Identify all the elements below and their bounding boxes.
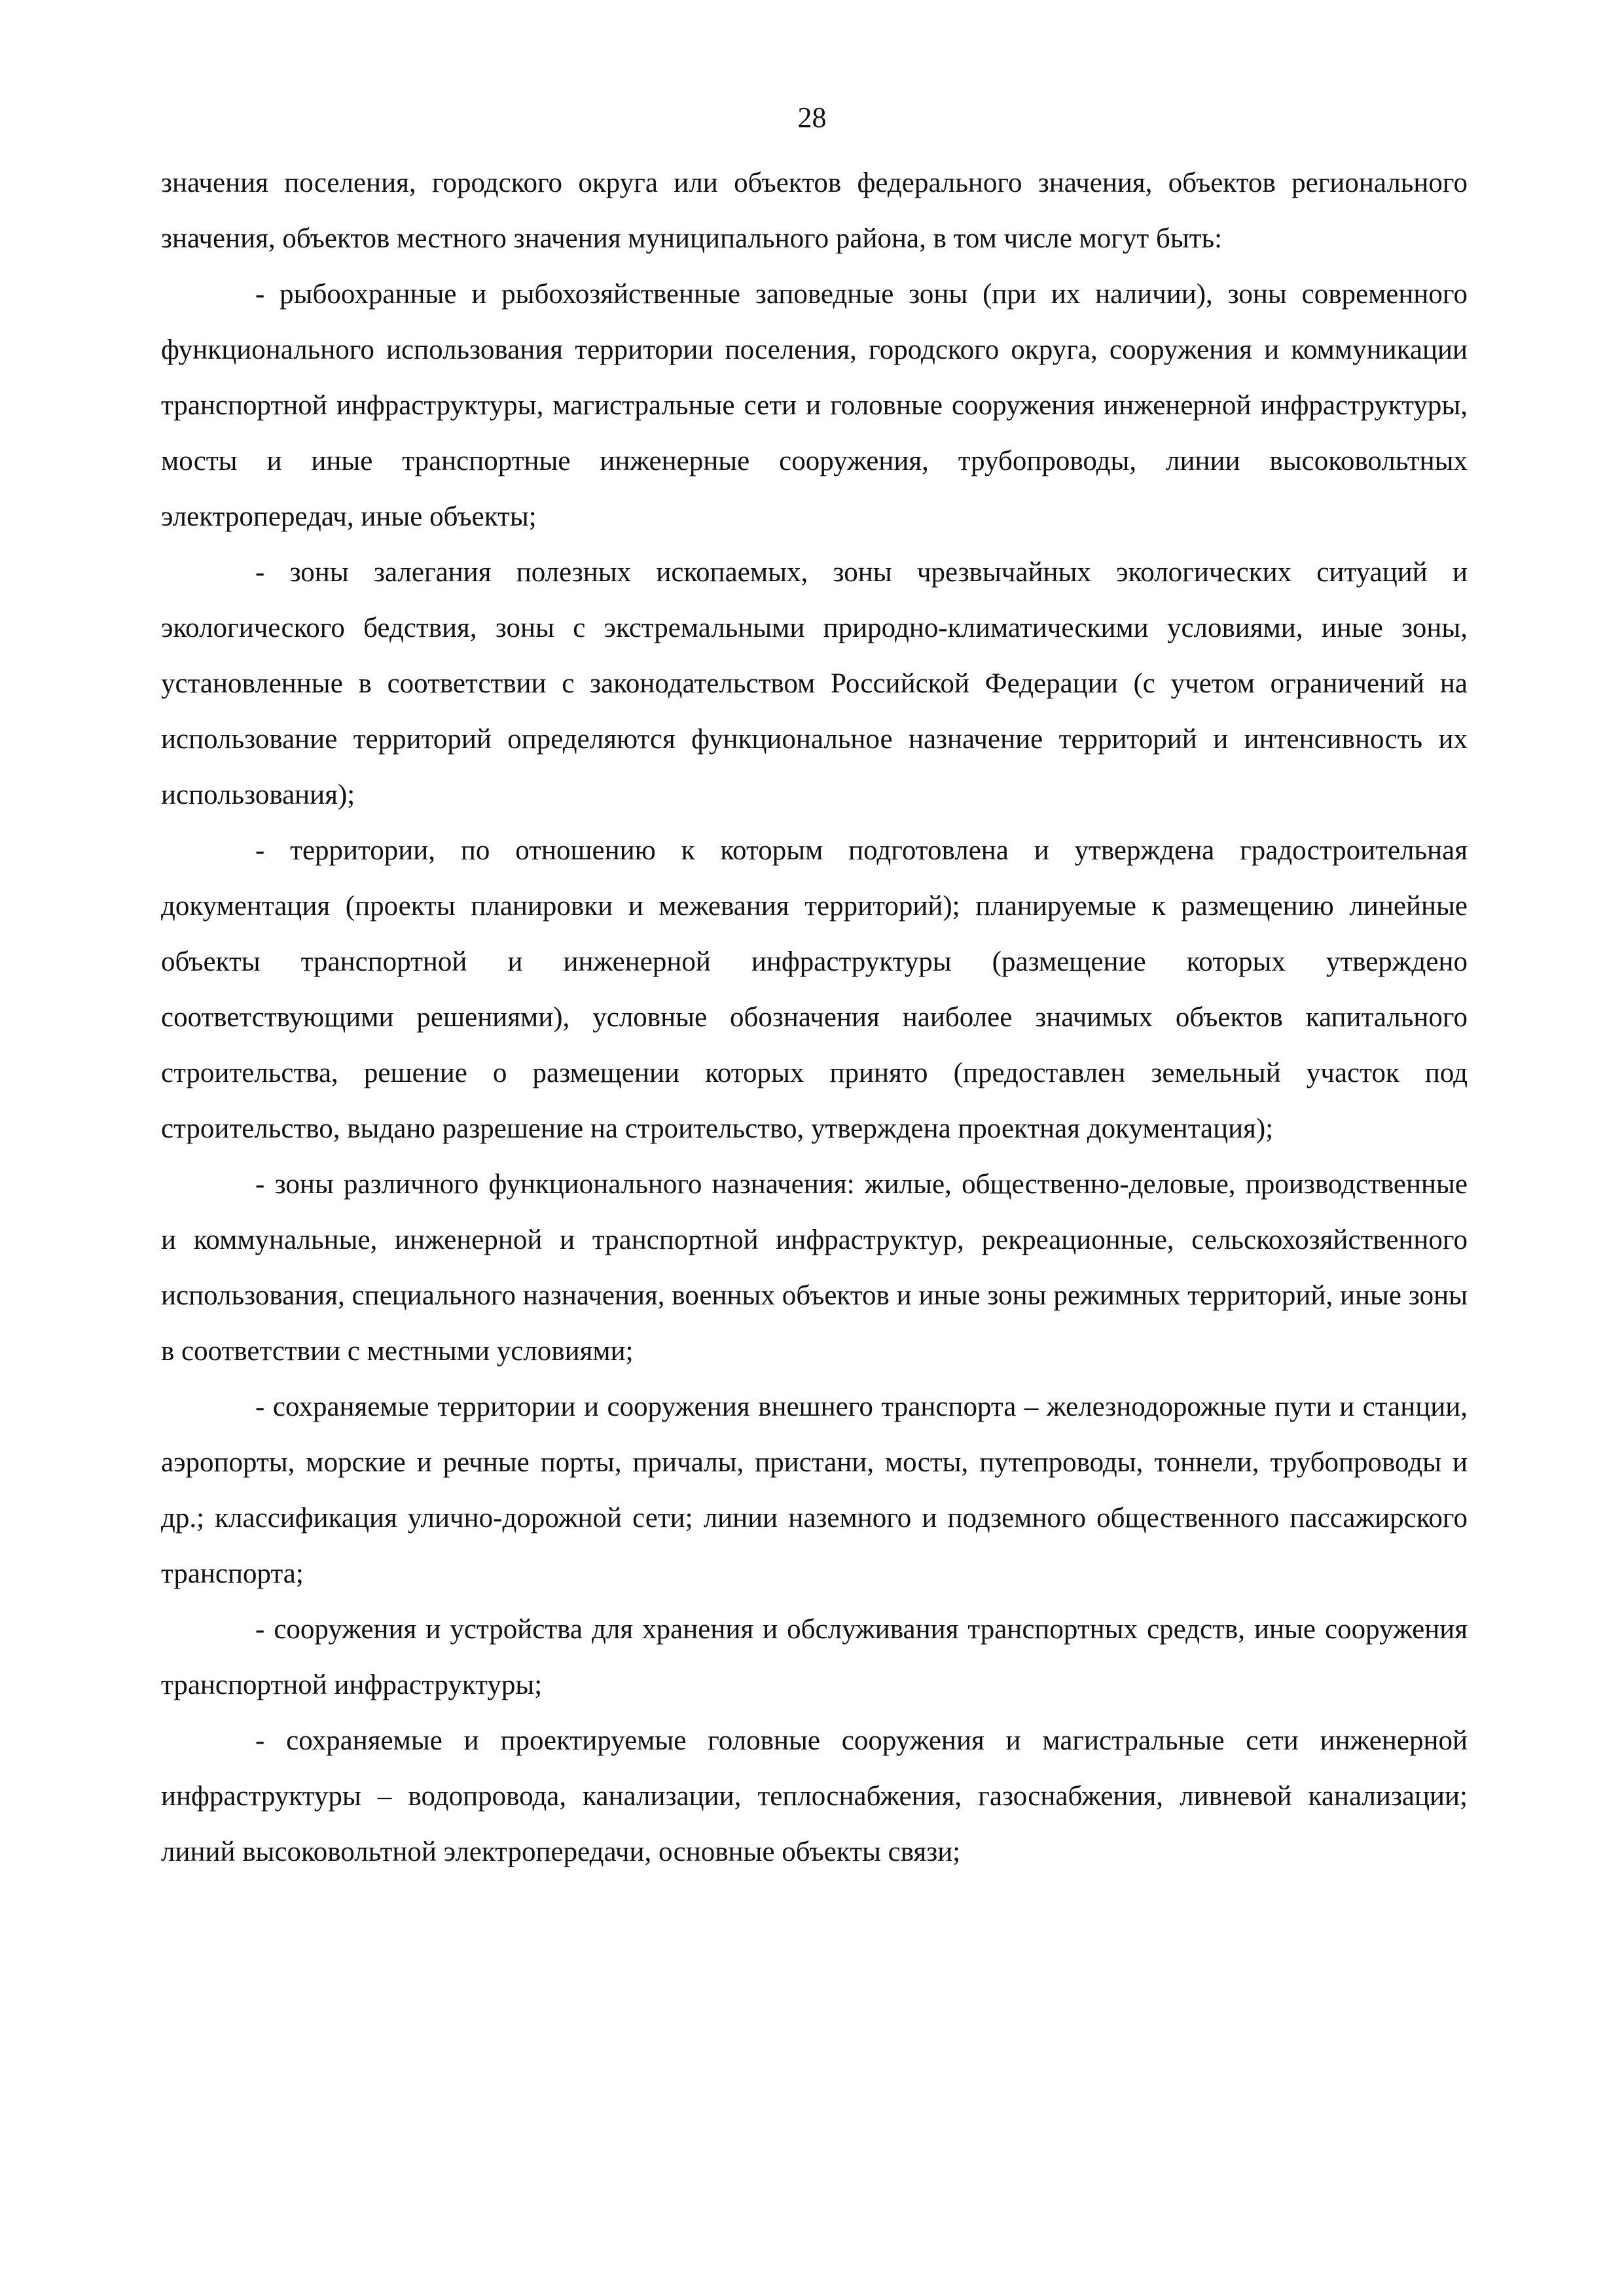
paragraph-continuation: значения поселения, городского округа или объектов федерального значения, объектов регионального значения, объектов местного значения муниципального района, в том числе могут быть: <box>161 168 1468 254</box>
paragraph-planning-documentation: - территории, по отношению к которым подготовлена и утверждена градостроительная документация (проекты планировки и межевания территорий); планируемые к размещению линейные объекты транспортной и инженерной инфраструктуры (размещение которых утверждено соответствующими решениями), условные обозначения наиболее значимых объектов капитального строительства, решение о размещении которых принято (предоставлен земельный участок под строительство, выдано разрешение на строительство, утверждена проектная документация); <box>161 835 1468 1144</box>
paragraph-fish-protection-zones: - рыбоохранные и рыбохозяйственные заповедные зоны (при их наличии), зоны современного функционального использования территории поселения, городского округа, сооружения и коммуникации транспортной инфраструктуры, магистральные сети и головные сооружения инженерной инфраструктуры, мосты и иные транспортные инженерные сооружения, трубопроводы, линии высоковольтных электропередач, иные объекты; <box>161 279 1468 532</box>
document-body <box>161 155 1468 1880</box>
page-number: 28 <box>797 101 827 134</box>
paragraph-functional-zones: - зоны различного функционального назначения: жилые, общественно-деловые, производственные и коммунальные, инженерной и транспортной инфраструктур, рекреационные, сельскохозяйственного использования, специального назначения, военных объектов и иные зоны режимных территорий, иные зоны в соответствии с местными условиями; <box>161 1169 1468 1367</box>
paragraph-external-transport: - сохраняемые территории и сооружения внешнего транспорта – железнодорожные пути и станции, аэропорты, морские и речные порты, причалы, пристани, мосты, путепроводы, тоннели, трубопроводы и др.; классификация улично-дорожной сети; линии наземного и подземного общественного пассажирского транспорта; <box>161 1391 1468 1589</box>
paragraph-vehicle-storage: - сооружения и устройства для хранения и обслуживания транспортных средств, иные сооружения транспортной инфраструктуры; <box>161 1614 1468 1700</box>
paragraph-engineering-infrastructure: - сохраняемые и проектируемые головные сооружения и магистральные сети инженерной инфраструктуры – водопровода, канализации, теплоснабжения, газоснабжения, ливневой канализации; линий высоковольтной электропередачи, основные объекты связи; <box>161 1725 1468 1867</box>
paragraph-mineral-deposit-zones: - зоны залегания полезных ископаемых, зоны чрезвычайных экологических ситуаций и экологического бедствия, зоны с экстремальными природно-климатическими условиями, иные зоны, установленные в соответствии с законодательством Российской Федерации (с учетом ограничений на использование территорий определяются функциональное назначение территорий и интенсивность их использования); <box>161 557 1468 810</box>
